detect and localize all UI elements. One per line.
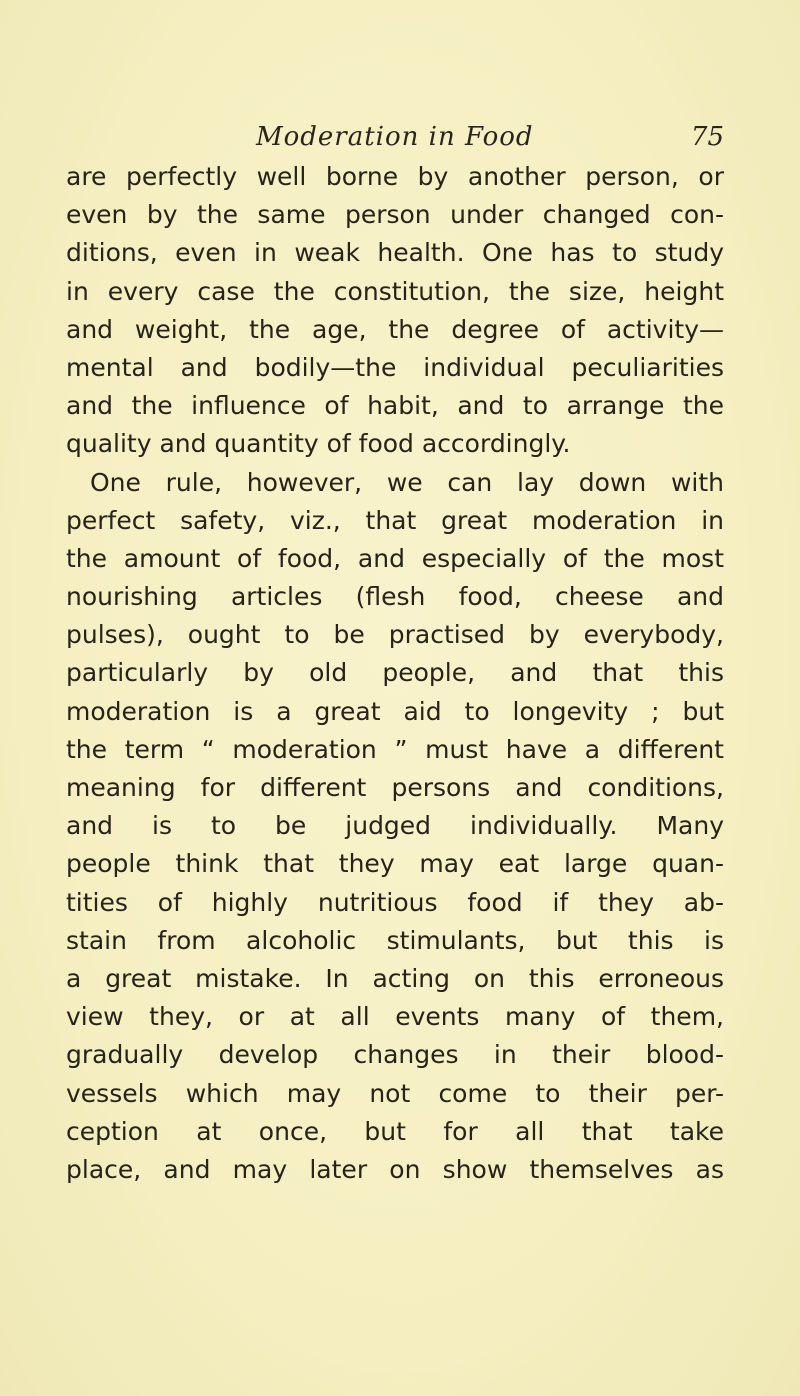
text-line: ditions, even in weak health. One has to study bbox=[66, 238, 724, 268]
text-line: nourishing articles (flesh food, cheese and bbox=[66, 582, 724, 612]
text-line: place, and may later on show themselves as bbox=[66, 1154, 724, 1184]
text-line: the amount of food, and especially of the most bbox=[66, 543, 724, 573]
text-line: in every case the constitution, the size, height bbox=[66, 276, 724, 306]
text-line: are perfectly well borne by another person, or bbox=[66, 162, 724, 191]
text-line: gradually develop changes in their blood- bbox=[66, 1040, 724, 1070]
text-line: perfect safety, viz., that great moderation in bbox=[66, 505, 724, 535]
text-line: and weight, the age, the degree of activity— bbox=[66, 314, 724, 344]
text-line: pulses), ought to be practised by everybody, bbox=[66, 620, 724, 650]
text-line: stain from alcoholic stimulants, but this is bbox=[66, 925, 724, 955]
text-line: quality and quantity of food accordingly. bbox=[66, 429, 571, 459]
text-line: vessels which may not come to their per- bbox=[66, 1078, 724, 1108]
text-line: a great mistake. In acting on this erroneous bbox=[66, 963, 724, 993]
text-line: particularly by old people, and that this bbox=[66, 658, 724, 688]
text-line: and the influence of habit, and to arrange the bbox=[66, 391, 724, 421]
running-title: Moderation in Food bbox=[256, 122, 534, 152]
text-line: ception at once, but for all that take bbox=[66, 1116, 724, 1146]
text-line: meaning for different persons and conditions, bbox=[66, 773, 724, 802]
text-line: people think that they may eat large quan- bbox=[66, 849, 724, 879]
page-number: 75 bbox=[690, 122, 724, 152]
body-text bbox=[66, 158, 724, 1189]
text-line: and is to be judged individually. Many bbox=[66, 811, 724, 841]
text-line: even by the same person under changed con- bbox=[66, 200, 724, 230]
text-line: view they, or at all events many of them, bbox=[66, 1002, 724, 1032]
text-line: the term “ moderation ” must have a different bbox=[66, 734, 724, 764]
text-line: mental and bodily—the individual peculiarities bbox=[66, 352, 724, 382]
page-header bbox=[66, 122, 724, 162]
text-line: moderation is a great aid to longevity ; but bbox=[66, 696, 724, 726]
text-line: tities of highly nutritious food if they ab- bbox=[66, 887, 724, 917]
text-line: One rule, however, we can lay down with bbox=[90, 467, 724, 497]
